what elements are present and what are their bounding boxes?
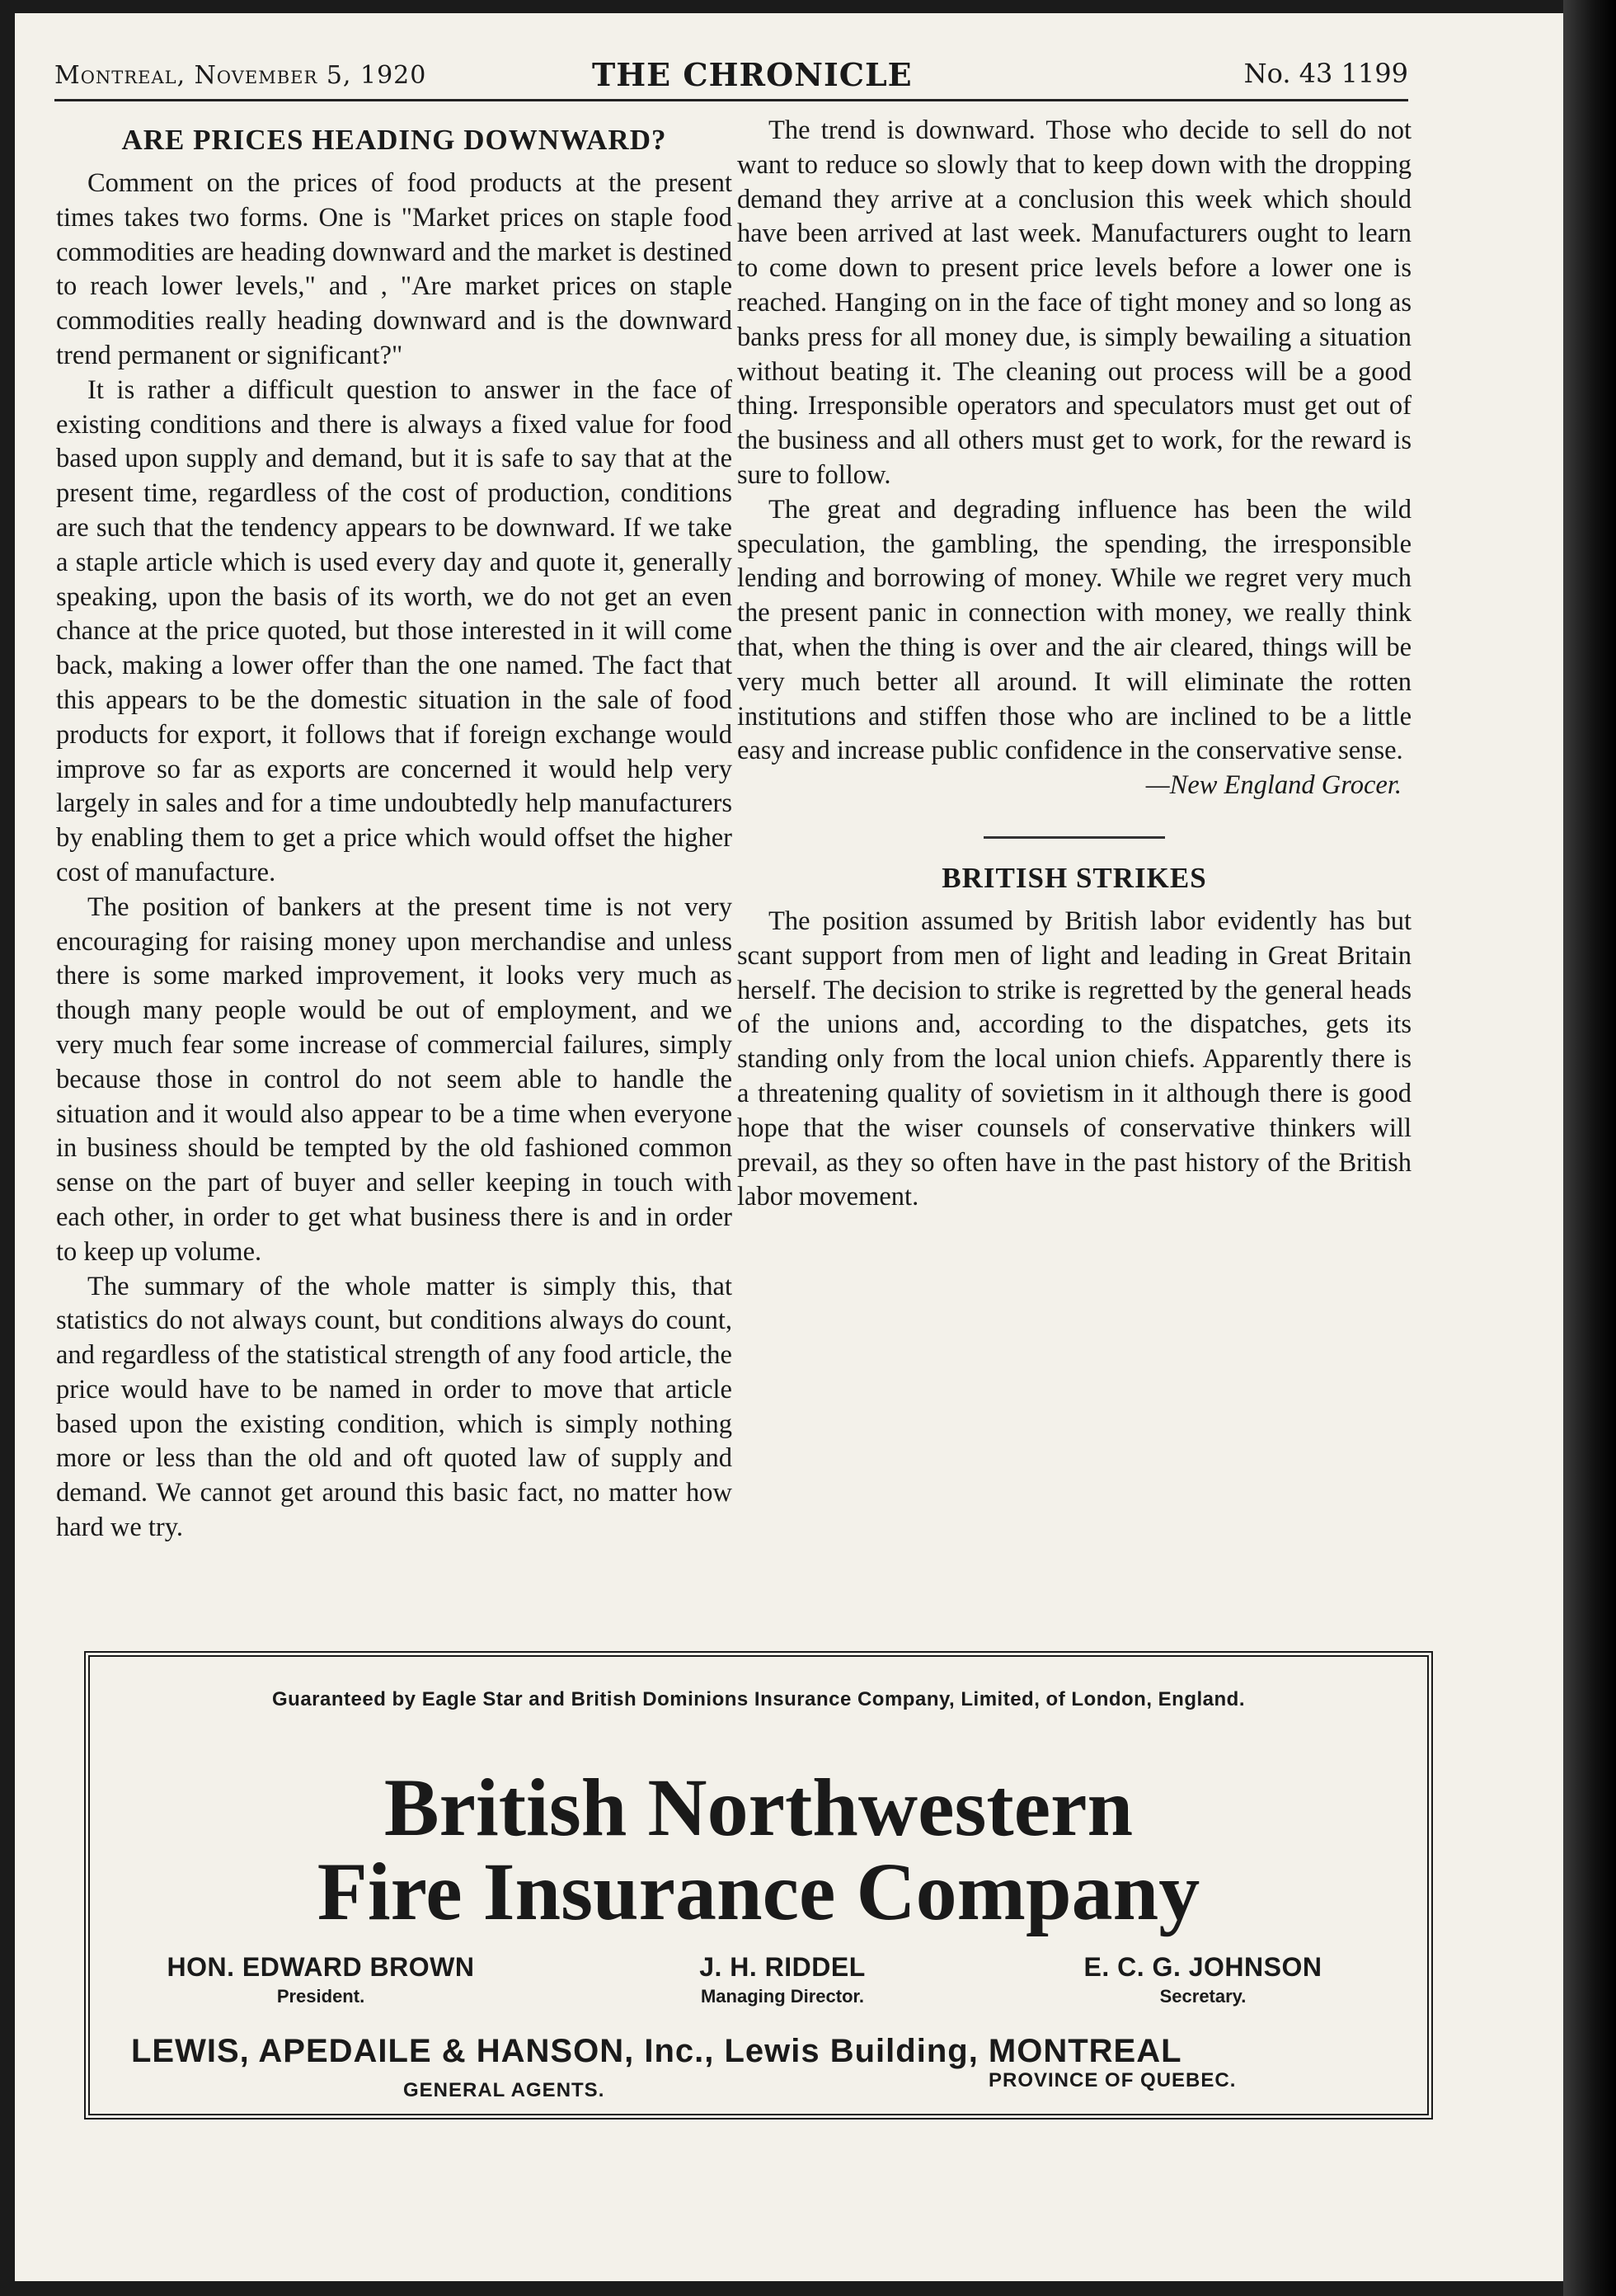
article-paragraph: Comment on the prices of food products at the present times takes two forms. One is "Market prices on staple food commodities are heading downward and the market is destined to reach lower levels," and , "Are market prices on staple commodities really heading downward and is the downward trend permanent or significant?" xyxy=(56,168,732,370)
article-paragraph: The trend is downward. Those who decide to sell do not want to reduce so slowly that to keep down with the dropping demand they arrive at a conclusion this week which should have been arrived at last week. Manufacturers ought to learn to come down to present price levels before a lower one is reached. Hanging on in the face of tight money and so long as banks press for all money due, is simply bewailing a situation without beating it. The cleaning out process will be a good thing. Irresponsible operators and speculators must get out of the business and all others must get to work, for the reward is sure to follow. xyxy=(737,115,1412,490)
article-source: —New England Grocer. xyxy=(1145,770,1402,801)
article-title-strikes: BRITISH STRIKES xyxy=(942,861,1207,894)
article-title-prices: ARE PRICES HEADING DOWNWARD? xyxy=(121,124,667,156)
article-paragraph: The great and degrading influence has been the wild speculation, the gambling, the spending, the irresponsible lending and borrowing of money. While we regret very much the present panic in connection with money, we really think that, when the thing is over and the air cleared, things will be very much better all around. It will eliminate the rotten institutions and stiffen those who are inclined to be a little easy and increase public confidence in the conservative sense. xyxy=(737,494,1412,766)
officer-title: Secretary. xyxy=(1159,1986,1247,2007)
ad-company-name-line2: Fire Insurance Company xyxy=(317,1846,1200,1937)
ad-guarantee-line: Guaranteed by Eagle Star and British Dominions Insurance Company, Limited, of London, England. xyxy=(271,1688,1245,1710)
officer-name: J. H. RIDDEL xyxy=(699,1952,866,1982)
ad-company-name-line1: British Northwestern xyxy=(383,1762,1134,1853)
officer-title: President. xyxy=(276,1986,365,2007)
right-column xyxy=(737,114,1412,1215)
article-paragraph: It is rather a difficult question to answer in the face of existing conditions and there is always a fixed value for food based upon supply and demand, but it is safe to say that at the present time, regardless of the cost of production, conditions are such that the tendency appears to be downward. If we take a staple article which is used every day and quote it, generally speaking, upon the basis of its worth, we do not get an even chance at the price quoted, but those interested in it will come back, making a lower offer than the one named. The fact that this appears to be the domestic situation in the sale of food products for export, it follows that if foreign exchange would improve so far as exports are concerned it would help very largely in sales and for a time undoubtedly help manufacturers by enabling them to get a price which would offset the higher cost of manufacture. xyxy=(56,374,732,887)
page-header xyxy=(54,49,1408,101)
article-paragraph: The summary of the whole matter is simply this, that statistics do not always count, but conditions always do count, and regardless of the statistical strength of any food article, the price would have to be named in order to move that article based upon the existing condition, which is simply nothing more or less than the old and oft quoted law of supply and demand. We cannot get around this basic fact, no matter how hard we try. xyxy=(56,1271,732,1543)
officer-title: Managing Director. xyxy=(700,1986,865,2007)
ad-province: PROVINCE OF QUEBEC. xyxy=(989,2069,1237,2091)
ad-agents-role: GENERAL AGENTS. xyxy=(403,2079,605,2101)
officer-name: E. C. G. JOHNSON xyxy=(1083,1952,1322,1982)
section-divider xyxy=(984,836,1165,839)
article-paragraph: The position assumed by British labor evidently has but scant support from men of light and leading in Great Britain herself. The decision to strike is regretted by the general heads of the unions and, according to the dispatches, gets its standing only from the local union chiefs. Apparently there is a threatening quality of sovietism in it although there is good hope that the wiser counsels of conservative thinkers will prevail, as they so often have in the past history of the British labor movement. xyxy=(737,906,1412,1212)
newspaper-page xyxy=(15,13,1563,2281)
officer-managing-director xyxy=(618,1952,947,2007)
dateline: Montreal, November 5, 1920 xyxy=(54,61,427,90)
insurance-advertisement xyxy=(84,1651,1433,2120)
officer-president xyxy=(139,1952,502,2007)
officer-name: HON. EDWARD BROWN xyxy=(167,1952,475,1982)
article-paragraph: The position of bankers at the present time is not very encouraging for raising money upon merchandise and unless there is some marked improvement, it looks very much as though many people would be out of employment, and we very much fear some increase of commercial failures, simply because those in control do not seem able to handle the situation and it would also appear to be a time when everyone in business should be tempted by the old fashioned common sense on the part of buyer and seller keeping in touch with each other, in order to get what business there is and in order to keep up volume. xyxy=(56,892,732,1267)
book-binding-edge xyxy=(1563,0,1616,2296)
officer-secretary xyxy=(1030,1952,1376,2007)
issue-and-page-number: No. 43 1199 xyxy=(1243,58,1408,89)
left-column xyxy=(56,114,732,1546)
publication-title: THE CHRONICLE xyxy=(592,56,913,93)
ad-agents-line: LEWIS, APEDAILE & HANSON, Inc., Lewis Building, MONTREAL xyxy=(131,2033,1182,2069)
